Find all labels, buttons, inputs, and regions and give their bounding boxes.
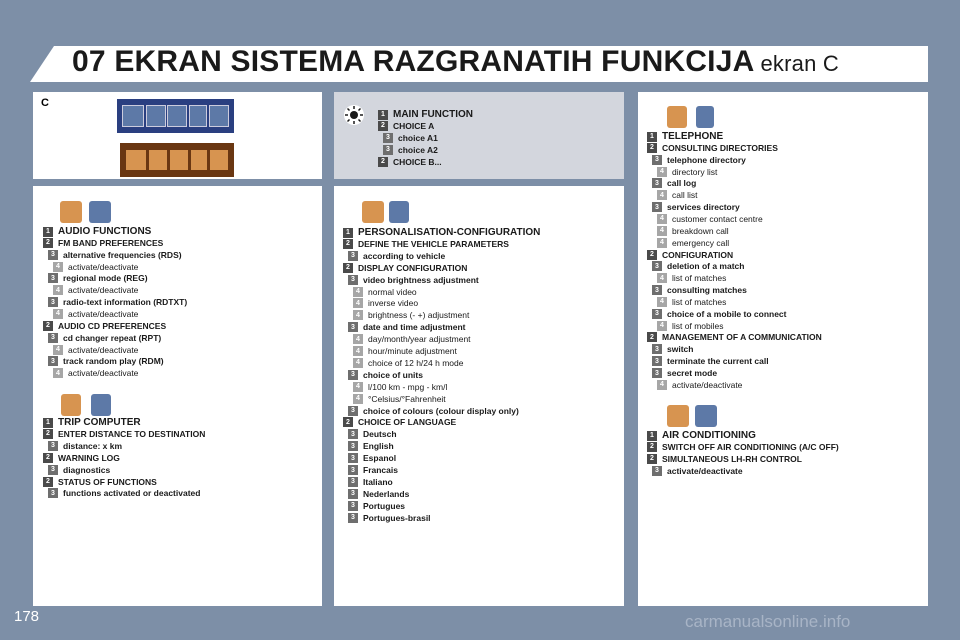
level-badge: 3 [652,202,662,212]
item-label: list of matches [672,296,727,307]
item-label: choice of a mobile to connect [667,308,787,319]
level-badge: 3 [383,145,393,155]
item-label: activate/deactivate [68,368,139,379]
telephone-item [652,178,696,188]
level-badge: 2 [43,477,53,487]
level-badge: 2 [647,332,657,342]
item-label: functions activated or deactivated [63,488,201,499]
personalisation-item [348,406,519,416]
item-label: activate/deactivate [672,379,743,390]
telephone-item [652,368,717,378]
personalisation-item [353,346,457,356]
telephone-item [657,226,729,236]
level-badge: 2 [647,442,657,452]
personalisation-item [348,322,466,332]
level-badge: 4 [657,297,667,307]
trip-section-icon-blue [91,394,111,416]
aircon-section-icon-blue [695,405,717,427]
level-badge: 4 [657,273,667,283]
personalisation-item [353,334,471,344]
level-badge: 2 [43,453,53,463]
item-label: STATUS OF FUNCTIONS [58,476,157,487]
level-badge: 1 [343,228,353,238]
item-label: video brightness adjustment [363,274,479,285]
personalisation-item [348,453,396,463]
telephone-item [657,297,726,307]
level-badge: 4 [353,394,363,404]
main-function-item [383,133,438,143]
level-badge: 1 [647,132,657,142]
item-label: cd changer repeat (RPT) [63,332,162,343]
level-badge: 3 [48,465,58,475]
personalisation-icon [167,105,187,127]
level-badge: 4 [657,214,667,224]
level-badge: 3 [652,466,662,476]
item-label: according to vehicle [363,250,446,261]
item-label: normal video [368,286,417,297]
item-label: customer contact centre [672,213,763,224]
level-badge: 1 [378,110,388,120]
aircon-section-icon [667,405,689,427]
personalisation-item [348,501,405,511]
level-badge: 2 [343,239,353,249]
level-badge: 4 [353,346,363,356]
level-badge: 2 [43,238,53,248]
trip-item [43,417,141,428]
personalisation-item [343,227,540,238]
item-label: Deutsch [363,429,397,440]
item-label: AUDIO FUNCTIONS [58,226,152,237]
item-label: SIMULTANEOUS LH-RH CONTROL [662,453,802,464]
item-label: call list [672,190,698,201]
item-label: breakdown call [672,225,729,236]
item-label: inverse video [368,298,419,309]
level-badge: 2 [343,263,353,273]
level-badge: 2 [343,417,353,427]
item-label: alternative frequencies (RDS) [63,249,182,260]
level-badge: 3 [348,465,358,475]
item-label: choice A2 [398,144,438,155]
level-badge: 3 [348,477,358,487]
level-badge: 3 [652,356,662,366]
item-label: brightness (- +) adjustment [368,310,470,321]
item-label: °Celsius/°Fahrenheit [368,393,446,404]
trip-item [48,465,110,475]
item-label: CHOICE A [393,120,435,131]
item-label: Francais [363,465,398,475]
level-badge: 2 [647,250,657,260]
level-badge: 3 [652,344,662,354]
level-badge: 4 [53,262,63,272]
item-label: activate/deactivate [68,261,139,272]
item-label: hour/minute adjustment [368,346,457,356]
item-label: CONSULTING DIRECTORIES [662,142,778,153]
chapter-number: 07 [72,45,106,78]
level-badge: 4 [53,368,63,378]
audio-item [43,321,166,331]
level-badge: 3 [348,501,358,511]
level-badge: 4 [353,287,363,297]
telephone-item [652,309,787,319]
telephone-item [657,238,729,248]
telephone-item [647,332,822,342]
level-badge: 1 [647,431,657,441]
personalisation-item [348,251,445,261]
item-label: CHOICE OF LANGUAGE [358,417,457,428]
level-badge: 1 [43,227,53,237]
item-label: choice of 12 h/24 h mode [368,357,464,368]
item-label: MANAGEMENT OF A COMMUNICATION [662,332,822,343]
personalisation-item [343,263,467,273]
item-label: AIR CONDITIONING [662,430,756,441]
aircon-item [652,466,743,476]
personalisation-item [353,298,418,308]
telephone-item [647,250,733,260]
telephone-item [657,380,742,390]
level-badge: 3 [652,309,662,319]
page-number: 178 [14,608,40,625]
telephone-item [647,143,778,153]
personalisation-item [353,310,469,320]
level-badge: 3 [48,273,58,283]
level-badge: 3 [652,178,662,188]
screen-c-label: C [41,97,49,109]
title-text: EKRAN SISTEMA RAZGRANATIH FUNKCIJA [114,45,755,78]
personalisation-item [348,429,397,439]
audio-icon-alt [126,150,146,170]
personalisation-item [348,275,479,285]
audio-item [43,238,163,248]
personalisation-item [348,477,393,487]
level-badge: 3 [348,489,358,499]
item-label: services directory [667,202,740,213]
aircon-item [647,442,839,452]
level-badge: 4 [657,321,667,331]
level-badge: 3 [383,133,393,143]
item-label: choice of units [363,369,423,380]
level-badge: 3 [348,370,358,380]
item-label: TELEPHONE [662,131,724,142]
personalisation-item [348,513,431,523]
item-label: call log [667,178,697,189]
level-badge: 3 [48,333,58,343]
level-badge: 4 [657,167,667,177]
level-badge: 2 [378,121,388,131]
level-badge: 3 [48,441,58,451]
item-label: MAIN FUNCTION [393,109,473,120]
aircon-item [647,454,802,464]
page-title [72,45,839,79]
audio-item [48,273,148,283]
level-badge: 3 [48,488,58,498]
telephone-item [647,131,723,142]
item-label: DISPLAY CONFIGURATION [358,262,468,273]
level-badge: 4 [53,285,63,295]
item-label: terminate the current call [667,356,769,367]
personalisation-item [348,370,423,380]
level-badge: 4 [353,358,363,368]
telephone-item [657,214,763,224]
item-label: TRIP COMPUTER [58,417,141,428]
level-badge: 3 [48,356,58,366]
audio-item [53,309,138,319]
audio-item [48,297,187,307]
item-label: Nederlands [363,488,410,499]
personalisation-item [343,417,456,427]
level-badge: 3 [652,368,662,378]
item-label: CONFIGURATION [662,249,734,260]
level-badge: 3 [348,322,358,332]
telephone-icon [189,105,207,127]
item-label: CHOICE B... [393,156,442,167]
personalisation-item [353,382,447,392]
telephone-item [657,321,724,331]
audio-item [48,356,164,366]
item-label: list of matches [672,273,727,284]
item-label: choice A1 [398,132,438,143]
telephone-item [652,344,693,354]
item-label: activate/deactivate [68,308,139,319]
personalisation-item [353,358,463,368]
item-label: activate/deactivate [667,465,743,476]
telephone-item [657,190,698,200]
audio-item [53,262,138,272]
audio-item [48,250,182,260]
level-badge: 4 [657,380,667,390]
item-label: FM BAND PREFERENCES [58,237,164,248]
trip-section-icon [61,394,81,416]
level-badge: 4 [657,238,667,248]
telephone-icon-alt [191,150,207,170]
audio-item [48,333,161,343]
air-conditioning-icon [209,105,229,127]
item-label: day/month/year adjustment [368,334,471,345]
item-label: Portugues-brasil [363,512,431,523]
level-badge: 3 [348,441,358,451]
level-badge: 3 [652,285,662,295]
level-badge: 4 [353,334,363,344]
personalisation-item [348,441,394,451]
main-function-item [378,109,473,120]
item-label: list of mobiles [672,320,724,331]
level-badge: 3 [348,453,358,463]
level-badge: 3 [348,275,358,285]
audio-item [53,368,138,378]
level-badge: 3 [348,429,358,439]
level-badge: 2 [43,321,53,331]
item-label: radio-text information (RDTXT) [63,297,188,308]
level-badge: 2 [43,429,53,439]
air-conditioning-icon-alt [210,150,228,170]
telephone-item [657,167,717,177]
trip-item [48,441,122,451]
item-label: telephone directory [667,154,746,165]
telephone-item [652,155,746,165]
level-badge: 3 [348,406,358,416]
telephone-item [652,356,769,366]
personalisation-item [348,465,398,475]
level-badge: 2 [378,157,388,167]
main-function-item [378,121,434,131]
level-badge: 3 [348,513,358,523]
trip-item [43,429,205,439]
item-label: l/100 km - mpg - km/l [368,381,448,392]
level-badge: 3 [48,297,58,307]
item-label: English [363,441,394,452]
level-badge: 2 [647,454,657,464]
audio-item [43,226,151,237]
telephone-item [652,285,747,295]
level-badge: 4 [53,309,63,319]
level-badge: 4 [657,226,667,236]
item-label: PERSONALISATION-CONFIGURATION [358,227,541,238]
screen-c-icon-bar-alt [120,143,234,177]
audio-icon [122,105,144,127]
item-label: secret mode [667,368,718,378]
level-badge: 3 [348,251,358,261]
item-label: choice of colours (colour display only) [363,405,519,416]
item-label: activate/deactivate [68,285,139,296]
aircon-item [647,430,756,441]
level-badge: 3 [652,155,662,165]
item-label: DEFINE THE VEHICLE PARAMETERS [358,238,509,249]
trip-computer-icon [146,105,166,127]
level-badge: 1 [43,418,53,428]
personalisation-section-icon-blue [389,201,409,223]
personalisation-item [353,287,417,297]
item-label: WARNING LOG [58,452,120,463]
audio-section-icon [60,201,82,223]
personalisation-item [353,394,446,404]
trip-item [43,477,157,487]
main-function-item [378,157,442,167]
item-label: AUDIO CD PREFERENCES [58,320,167,331]
audio-item [53,345,138,355]
title-subtitle: ekran C [760,51,839,76]
level-badge: 2 [647,143,657,153]
item-label: ENTER DISTANCE TO DESTINATION [58,428,206,439]
audio-item [53,285,138,295]
level-badge: 4 [353,310,363,320]
item-label: SWITCH OFF AIR CONDITIONING (A/C OFF) [662,441,839,452]
personalisation-section-icon [362,201,384,223]
item-label: consulting matches [667,285,747,296]
level-badge: 3 [48,250,58,260]
level-badge: 4 [53,345,63,355]
item-label: track random play (RDM) [63,356,164,367]
item-label: Espanol [363,453,397,464]
item-label: switch [667,344,694,355]
item-label: diagnostics [63,464,111,475]
telephone-section-icon-blue [696,106,714,128]
trip-computer-icon-alt [149,150,167,170]
level-badge: 3 [652,261,662,271]
main-function-item [383,145,438,155]
audio-section-icon-blue [89,201,111,223]
personalisation-icon-alt [170,150,188,170]
item-label: emergency call [672,237,730,248]
item-label: distance: x km [63,440,123,451]
telephone-item [652,261,744,271]
telephone-item [657,273,726,283]
telephone-item [652,202,740,212]
watermark: carmanualsonline.info [685,612,851,631]
trip-item [43,453,120,463]
sun-icon [343,104,365,126]
item-label: deletion of a match [667,261,745,272]
item-label: regional mode (REG) [63,273,148,284]
item-label: directory list [672,166,718,177]
telephone-section-icon [667,106,687,128]
level-badge: 4 [657,190,667,200]
item-label: date and time adjustment [363,322,466,333]
personalisation-item [348,489,409,499]
level-badge: 4 [353,382,363,392]
item-label: activate/deactivate [68,344,139,355]
level-badge: 4 [353,298,363,308]
item-label: Portugues [363,500,406,511]
screen-c-icon-bar [117,99,234,133]
trip-item [48,488,200,498]
personalisation-item [343,239,509,249]
item-label: Italiano [363,476,393,487]
